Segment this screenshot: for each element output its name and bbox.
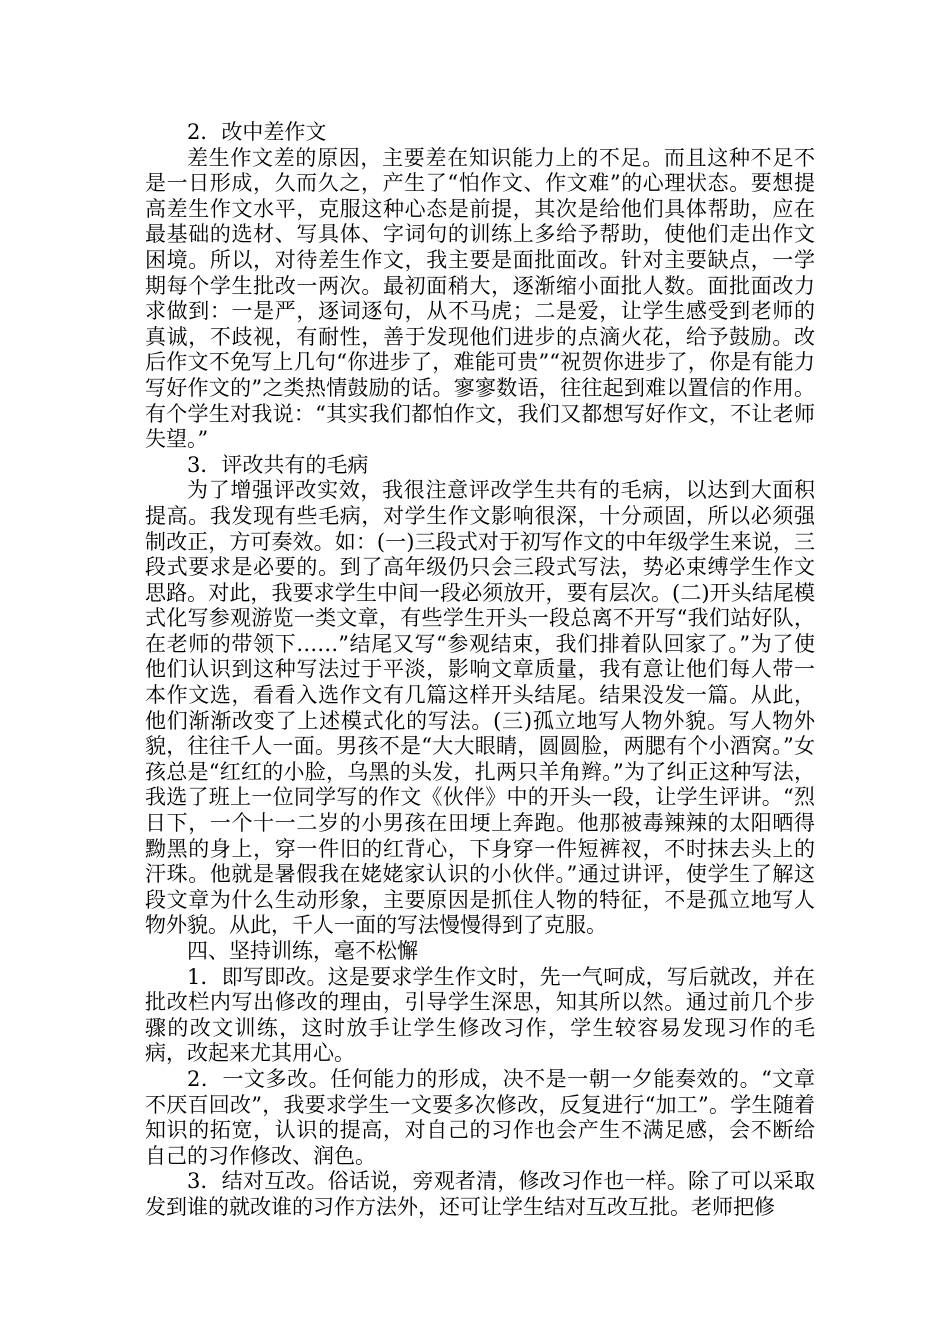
section-heading-persist-training: 四、坚持训练，毫不松懈 <box>187 939 418 963</box>
section-heading-revise-weak-essays: 2．改中差作文 <box>187 120 327 144</box>
paragraph-common-problems: 为了增强评改实效，我很注意评改学生共有的毛病，以达到大面积提高。我发现有些毛病，对学生作文影响很深，十分顽固，所以必须强制改正，方可奏效。如：(一)三段式对于初写作文的中年级学生来说，三段式要求是必要的。到了高年级仍只会三段式写法，势必束缚学生作文思路。对此，我要求学生中间一段必须放开，要有层次。(二)开头结尾模式化写参观游览一类文章，有些学生开头一段总离不开写“我们站好队，在老师的带领下……”结尾又写“参观结束，我们排着队回家了。”为了使他们认识到这种写法过于平淡，影响文章质量，我有意让他们每人带一本作文选，看看入选作文有几篇这样开头结尾。结果没发一篇。从此，他们渐渐改变了上述模式化的写法。(三)孤立地写人物外貌。写人物外貌，往往千人一面。男孩不是“大大眼睛，圆圆脸，两腮有个小酒窝。”女孩总是“红红的小脸，乌黑的头发，扎两只羊角辫。”为了纠正这种写法，我选了班上一位同学写的作文《伙伴》中的开头一段，让学生评讲。“烈日下，一个十一二岁的小男孩在田埂上奔跑。他那被毒辣辣的太阳晒得黝黑的身上，穿一件旧的红背心，下身穿一件短裤衩，不时抹去头上的汗珠。他就是暑假我在姥姥家认识的小伙伴。”通过讲评，使学生了解这段文章为什么生动形象，主要原因是抓住人物的特征，不是孤立地写人物外貌。从此，千人一面的写法慢慢得到了克服。 <box>145 478 815 938</box>
paragraph-peer-revision: 3．结对互改。俗话说，旁观者清，修改习作也一样。除了可以采取发到谁的就改谁的习作方法外，还可让学生结对互改互批。老师把修 <box>145 1169 815 1219</box>
paragraph-weak-essays: 差生作文差的原因，主要差在知识能力上的不足。而且这种不足不是一日形成，久而久之，产生了“怕作文、作文难”的心理状态。要想提高差生作文水平，克服这种心态是前提，其次是给他们具体帮助，应在最基础的选材、写具体、字词句的训练上多给予帮助，使他们走出作文困境。所以，对待差生作文，我主要是面批面改。针对主要缺点，一学期每个学生批改一两次。最初面稍大，逐渐缩小面批人数。面批面改力求做到：一是严，逐词逐句，从不马虎；二是爱，让学生感受到老师的真诚，不歧视，有耐性，善于发现他们进步的点滴火花，给予鼓励。改后作文不免写上几句“你进步了，难能可贵”“祝贺你进步了，你是有能力写好作文的”之类热情鼓励的话。寥寥数语，往往起到难以置信的作用。有个学生对我说：“其实我们都怕作文，我们又都想写好作文，不让老师失望。” <box>145 145 815 452</box>
paragraph-write-and-revise: 1．即写即改。这是要求学生作文时，先一气呵成，写后就改，并在批改栏内写出修改的理由，引导学生深思，知其所以然。通过前几个步骤的改文训练，这时放手让学生修改习作，学生较容易发现习作的毛病，改起来尤其用心。 <box>145 964 815 1066</box>
paragraph-multiple-revisions: 2．一文多改。任何能力的形成，决不是一朝一夕能奏效的。“文章不厌百回改”，我要求学生一文要多次修改，反复进行“加工”。学生随着知识的拓宽，认识的提高，对自己的习作也会产生不满足感，会不断给自己的习作修改、润色。 <box>145 1066 815 1168</box>
section-heading-common-problems: 3．评改共有的毛病 <box>187 452 369 477</box>
document-page <box>145 120 815 1221</box>
